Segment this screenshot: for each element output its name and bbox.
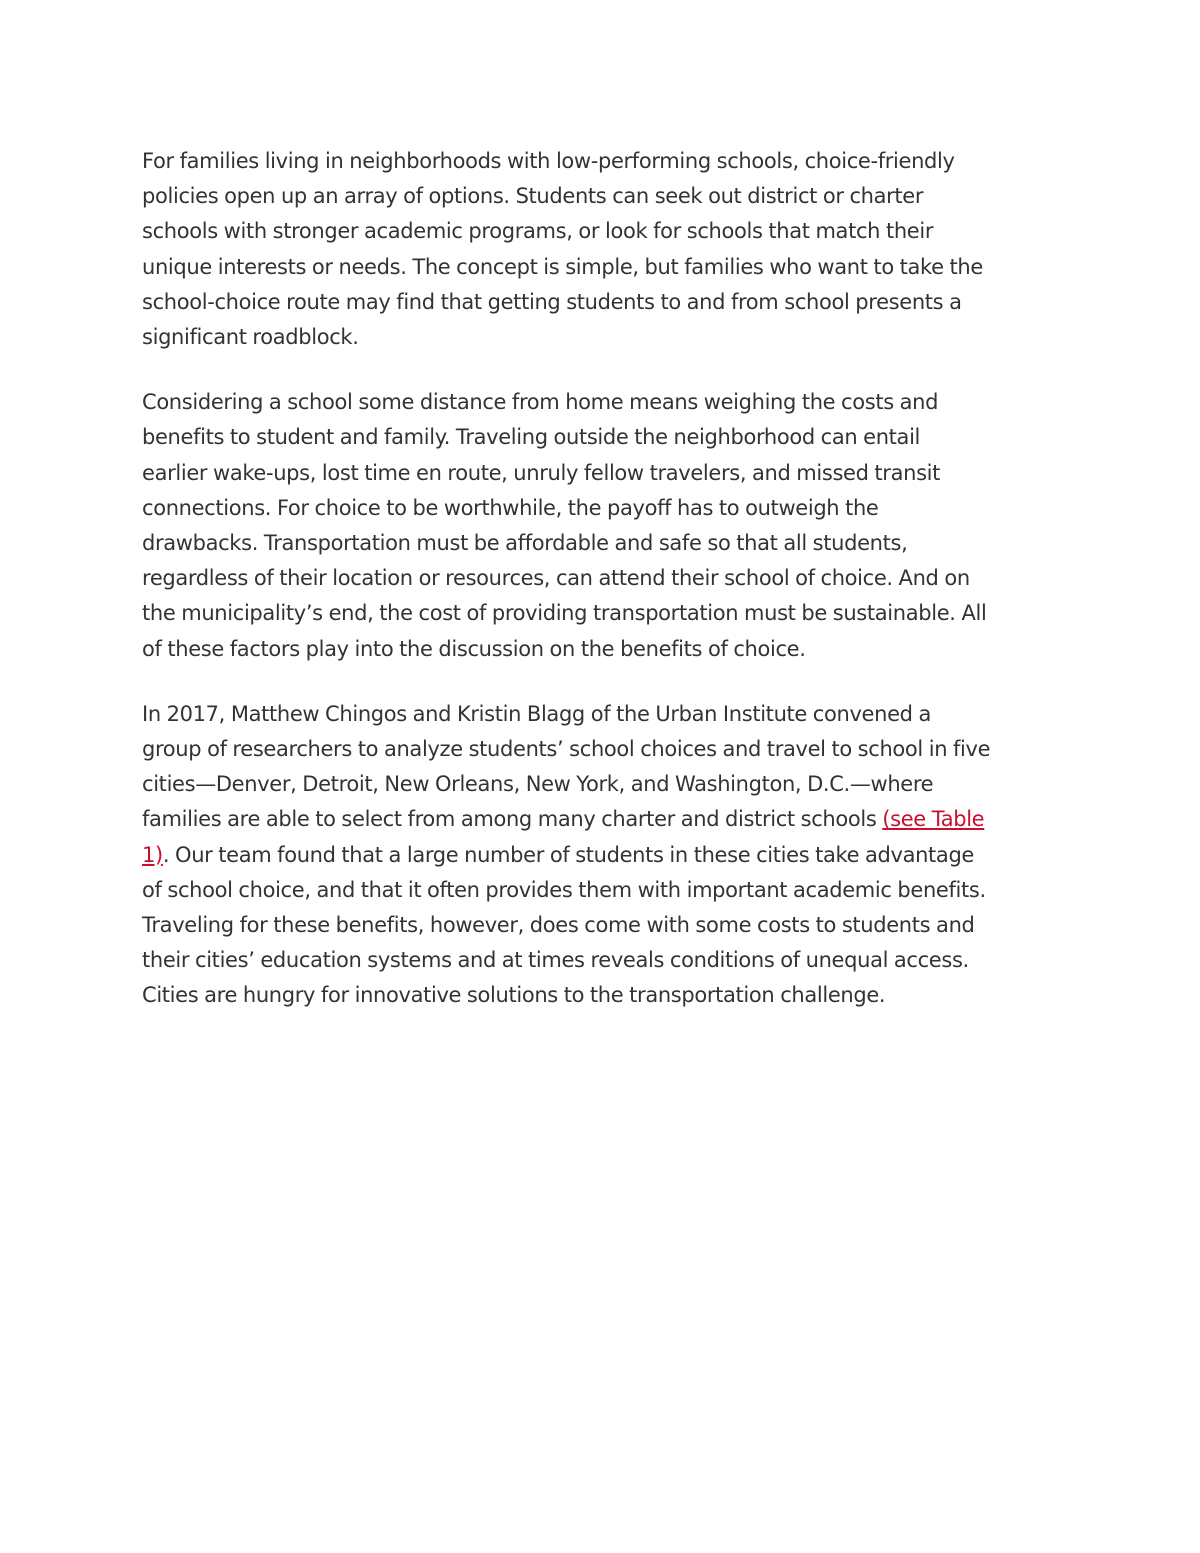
text-line: benefits to student and family. Traveling outside the neighborhood can entail xyxy=(142,425,921,450)
text-line: connections. For choice to be worthwhile, the payoff has to outweigh the xyxy=(142,495,879,520)
text-line: their cities’ education systems and at times reveals conditions of unequal access. xyxy=(142,948,969,973)
text-line: schools with stronger academic programs, or look for schools that match their xyxy=(142,219,934,244)
document-body xyxy=(142,144,1062,1044)
text-line: significant roadblock. xyxy=(142,325,359,350)
see-table-1-link-part2[interactable]: 1) xyxy=(142,842,163,867)
text-line: policies open up an array of options. Students can seek out district or charter xyxy=(142,184,924,209)
text-line: drawbacks. Transportation must be affordable and safe so that all students, xyxy=(142,531,908,556)
text-line: Considering a school some distance from home means weighing the costs and xyxy=(142,390,939,415)
text-line: In 2017, Matthew Chingos and Kristin Blagg of the Urban Institute convened a xyxy=(142,701,931,726)
text-line: of these factors play into the discussion on the benefits of choice. xyxy=(142,636,806,661)
link-line-prefix: families are able to select from among many charter and district schools xyxy=(142,807,883,832)
paragraph-1 xyxy=(142,144,1062,355)
text-line: cities—Denver, Detroit, New Orleans, New York, and Washington, D.C.—where xyxy=(142,772,934,797)
text-line: school-choice route may find that getting students to and from school presents a xyxy=(142,289,962,314)
text-line: unique interests or needs. The concept is simple, but families who want to take the xyxy=(142,254,983,279)
text-line: group of researchers to analyze students’ school choices and travel to school in five xyxy=(142,737,991,762)
paragraph-2 xyxy=(142,385,1062,667)
text-line: Traveling for these benefits, however, does come with some costs to students and xyxy=(142,913,975,938)
text-line-with-link xyxy=(142,838,1062,873)
text-line: regardless of their location or resources, can attend their school of choice. And on xyxy=(142,566,970,591)
text-line-with-link xyxy=(142,802,1062,837)
text-line: earlier wake-ups, lost time en route, unruly fellow travelers, and missed transit xyxy=(142,460,941,485)
text-line: of school choice, and that it often provides them with important academic benefits. xyxy=(142,877,986,902)
see-table-1-link-part1[interactable]: (see Table xyxy=(882,807,985,832)
text-line: For families living in neighborhoods with low-performing schools, choice-friendly xyxy=(142,149,955,173)
link-line-suffix: . Our team found that a large number of students in these cities take advantage xyxy=(162,842,975,867)
paragraph-3 xyxy=(142,697,1062,1014)
text-line: Cities are hungry for innovative solutions to the transportation challenge. xyxy=(142,983,886,1008)
text-line: the municipality’s end, the cost of providing transportation must be sustainable. All xyxy=(142,601,987,626)
